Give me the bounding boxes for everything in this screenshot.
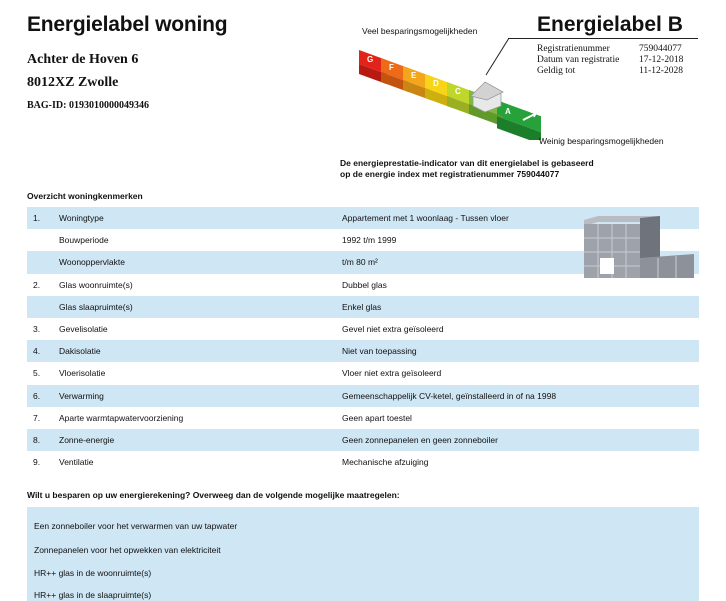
row-label: Woonoppervlakte <box>59 257 125 268</box>
scale-letter: F <box>389 63 394 72</box>
table-row <box>27 451 699 473</box>
row-value: Niet van toepassing <box>342 346 417 357</box>
table-row <box>27 429 699 451</box>
row-value: Enkel glas <box>342 301 382 312</box>
list-item: Zonnepanelen voor het opwekken van elektriciteit <box>34 545 221 555</box>
registration-key: Geldig tot <box>537 66 576 76</box>
row-label: Glas slaapruimte(s) <box>59 301 133 312</box>
list-item: HR++ glas in de woonruimte(s) <box>34 568 152 578</box>
row-number: 8. <box>33 434 41 445</box>
row-number: 5. <box>33 368 41 379</box>
energy-scale-graphic <box>355 40 565 140</box>
row-label: Vloerisolatie <box>59 368 106 379</box>
row-number: 6. <box>33 390 41 401</box>
measures-question: Wilt u besparen op uw energierekening? Overweeg dan de volgende mogelijke maatregelen: <box>27 490 400 500</box>
registration-key: Datum van registratie <box>537 55 620 65</box>
scale-letter: E <box>411 71 417 80</box>
address-city: 8012XZ Zwolle <box>27 75 119 90</box>
registration-value: 759044077 <box>639 44 682 54</box>
label-divider <box>508 38 698 39</box>
scale-letter: C <box>455 87 461 96</box>
row-number: 4. <box>33 346 41 357</box>
row-value: t/m 80 m² <box>342 257 378 268</box>
scale-letter: G <box>367 55 374 64</box>
row-label: Dakisolatie <box>59 346 101 357</box>
row-value: Vloer niet extra geïsoleerd <box>342 368 442 379</box>
row-value: Appartement met 1 woonlaag - Tussen vloer <box>342 213 509 223</box>
table-row <box>27 385 699 407</box>
row-number: 9. <box>33 457 41 468</box>
row-number: 3. <box>33 323 41 334</box>
table-row <box>27 340 699 362</box>
row-value: Geen zonnepanelen en geen zonneboiler <box>342 434 498 445</box>
row-number: 1. <box>33 213 41 223</box>
row-label: Zonne-energie <box>59 434 115 445</box>
indicator-line: De energieprestatie-indicator van dit energielabel is gebaseerd <box>340 158 594 168</box>
row-label: Glas woonruimte(s) <box>59 279 133 290</box>
overview-title: Overzicht woningkenmerken <box>27 191 143 201</box>
scale-letter: A <box>505 107 511 116</box>
table-row <box>27 407 699 429</box>
list-item: Een zonneboiler voor het verwarmen van uw tapwater <box>34 521 238 531</box>
indicator-line: op de energie index met registratienummer 759044077 <box>340 169 560 179</box>
table-row <box>27 362 699 384</box>
table-row <box>27 296 699 318</box>
indicator-text <box>340 158 594 180</box>
row-label: Ventilatie <box>59 457 94 468</box>
registration-value: 17-12-2018 <box>639 55 684 65</box>
scale-top-text: Veel besparingsmogelijkheden <box>362 26 478 36</box>
row-value: 1992 t/m 1999 <box>342 235 397 246</box>
scale-bottom-text: Weinig besparingsmogelijkheden <box>539 136 664 146</box>
row-label: Aparte warmtapwatervoorziening <box>59 412 184 423</box>
scale-letter: D <box>433 79 439 88</box>
row-number: 7. <box>33 412 41 423</box>
registration-key: Registratienummer <box>537 44 610 54</box>
row-value: Geen apart toestel <box>342 412 412 423</box>
table-row <box>27 318 699 340</box>
row-number: 2. <box>33 279 41 290</box>
address-street: Achter de Hoven 6 <box>27 52 139 67</box>
apartment-building-icon <box>582 214 694 282</box>
row-label: Verwarming <box>59 390 104 401</box>
row-label: Woningtype <box>59 213 104 223</box>
measures-list <box>27 507 699 601</box>
row-value: Dubbel glas <box>342 279 387 290</box>
list-item: HR++ glas in de slaapruimte(s) <box>34 590 152 600</box>
row-label: Gevelisolatie <box>59 323 108 334</box>
energy-label-title: Energielabel B <box>537 13 683 36</box>
row-value: Gemeenschappelijk CV-ketel, geïnstalleerd in of na 1998 <box>342 390 557 401</box>
registration-value: 11-12-2028 <box>639 66 683 76</box>
row-value: Mechanische afzuiging <box>342 457 429 468</box>
page-title: Energielabel woning <box>27 13 228 36</box>
row-label: Bouwperiode <box>59 235 109 246</box>
bag-id: BAG-ID: 0193010000049346 <box>27 100 149 111</box>
row-value: Gevel niet extra geïsoleerd <box>342 323 444 334</box>
